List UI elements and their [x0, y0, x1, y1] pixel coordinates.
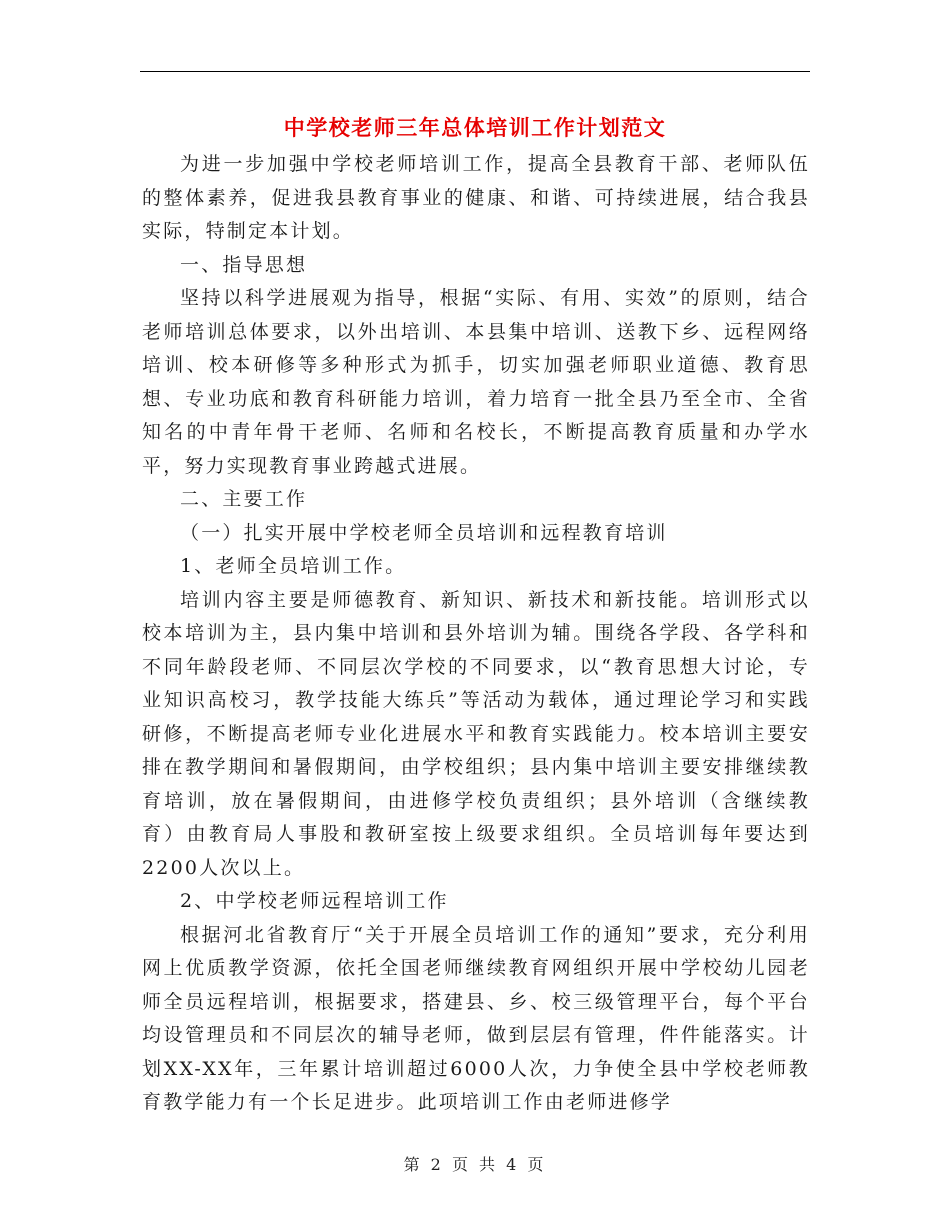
heading-main-work: 二、主要工作 — [180, 488, 308, 510]
heading-guiding-ideology: 一、指导思想 — [180, 253, 308, 276]
item-heading-2: 2、中学校老师远程培训工作 — [180, 890, 449, 912]
subheading-full-staff-training: （一）扎实开展中学校老师全员培训和远程教育培训 — [180, 521, 668, 544]
paragraph-full-staff-training: 培训内容主要是师德教育、新知识、新技术和新技能。培训形式以校本培训为主，县内集中培训和县外培训为辅。围绕各学段、各学科和不同年龄段老师、不同层次学校的不同要求，以“教育思想大讨论，专业知识高校习，教学技能大练兵”等活动为载体，通过理论学习和实践研修，不断提高老师专业化进展水平和教育实践能力。校本培训主要安排在教学期间和暑假期间，由学校组织；县内集中培训主要安排继续教育培训，放在暑假期间，由进修学校负责组织；县外培训（含继续教育）由教育局人事股和教研室按上级要求组织。全员培训每年要达到2200人次以上。 — [142, 588, 810, 879]
paragraph-intro: 为进一步加强中学校老师培训工作，提高全县教育干部、老师队伍的整体素养，促进我县教育事业的健康、和谐、可持续进展，结合我县实际，特制定本计划。 — [142, 153, 810, 242]
item-heading-1: 1、老师全员培训工作。 — [180, 555, 407, 577]
paragraph-guiding-ideology: 坚持以科学进展观为指导，根据“实际、有用、实效”的原则，结合老师培训总体要求，以外出培训、本县集中培训、送教下乡、远程网络培训、校本研修等多种形式为抓手，切实加强老师职业道德、教育思想、专业功底和教育科研能力培训，着力培育一批全县乃至全市、全省知名的中青年骨干老师、名师和名校长，不断提高教育质量和办学水平，努力实现教育事业跨越式进展。 — [142, 287, 810, 477]
document-body — [142, 148, 810, 1120]
document-title: 中学校老师三年总体培训工作计划范文 — [283, 116, 667, 140]
header-rule — [140, 71, 810, 72]
paragraph-remote-training: 根据河北省教育厅“关于开展全员培训工作的通知”要求，充分利用网上优质教学资源，依托全国老师继续教育网组织开展中学校幼儿园老师全员远程培训，根据要求，搭建县、乡、校三级管理平台，每个平台均设管理员和不同层次的辅导老师，做到层层有管理，件件能落实。计划XX-XX年，三年累计培训超过6000人次，力争使全县中学校老师教育教学能力有一个长足进步。此项培训工作由老师进修学 — [142, 923, 810, 1113]
page-number: 第 2 页 共 4 页 — [403, 1155, 547, 1174]
